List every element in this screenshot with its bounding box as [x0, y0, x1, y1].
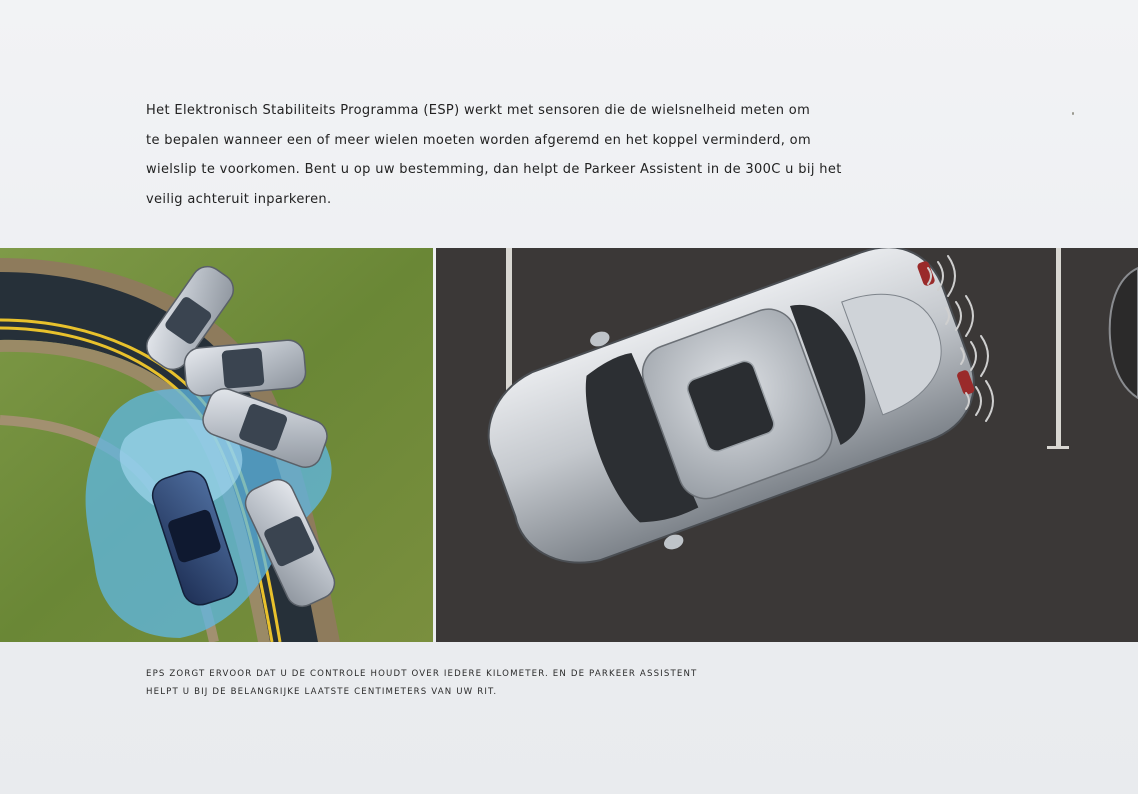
park-assist-svg: [436, 248, 1138, 642]
parking-line-right-foot: [1047, 446, 1069, 449]
figure-caption: [146, 665, 846, 701]
intro-line-1: Het Elektronisch Stabiliteits Programma (ESP) werkt met sensoren die de wielsnelheid meten om: [146, 103, 811, 118]
car-ghost-2: [183, 339, 307, 397]
paper-speck: [1072, 112, 1074, 115]
esp-illustration-svg: [0, 248, 433, 642]
parking-line-left: [506, 248, 512, 398]
caption-line-2: HELPT U BIJ DE BELANGRIJKE LAATSTE CENTIMETERS VAN UW RIT.: [146, 687, 498, 697]
park-assist-illustration: [436, 248, 1138, 642]
parking-line-right: [1056, 248, 1061, 448]
intro-line-2: te bepalen wanneer een of meer wielen moeten worden afgeremd en het koppel verminderd, om: [146, 132, 811, 148]
intro-line-3: wielslip te voorkomen. Bent u op uw bestemming, dan helpt de Parkeer Assistent in de 300C u bij het: [146, 162, 842, 177]
esp-illustration: [0, 248, 433, 642]
intro-line-4: veilig achteruit inparkeren.: [146, 191, 332, 207]
intro-paragraph: [146, 96, 886, 214]
caption-line-1: EPS ZORGT ERVOOR DAT U DE CONTROLE HOUDT OVER IEDERE KILOMETER. EN DE PARKEER ASSISTENT: [146, 669, 698, 679]
